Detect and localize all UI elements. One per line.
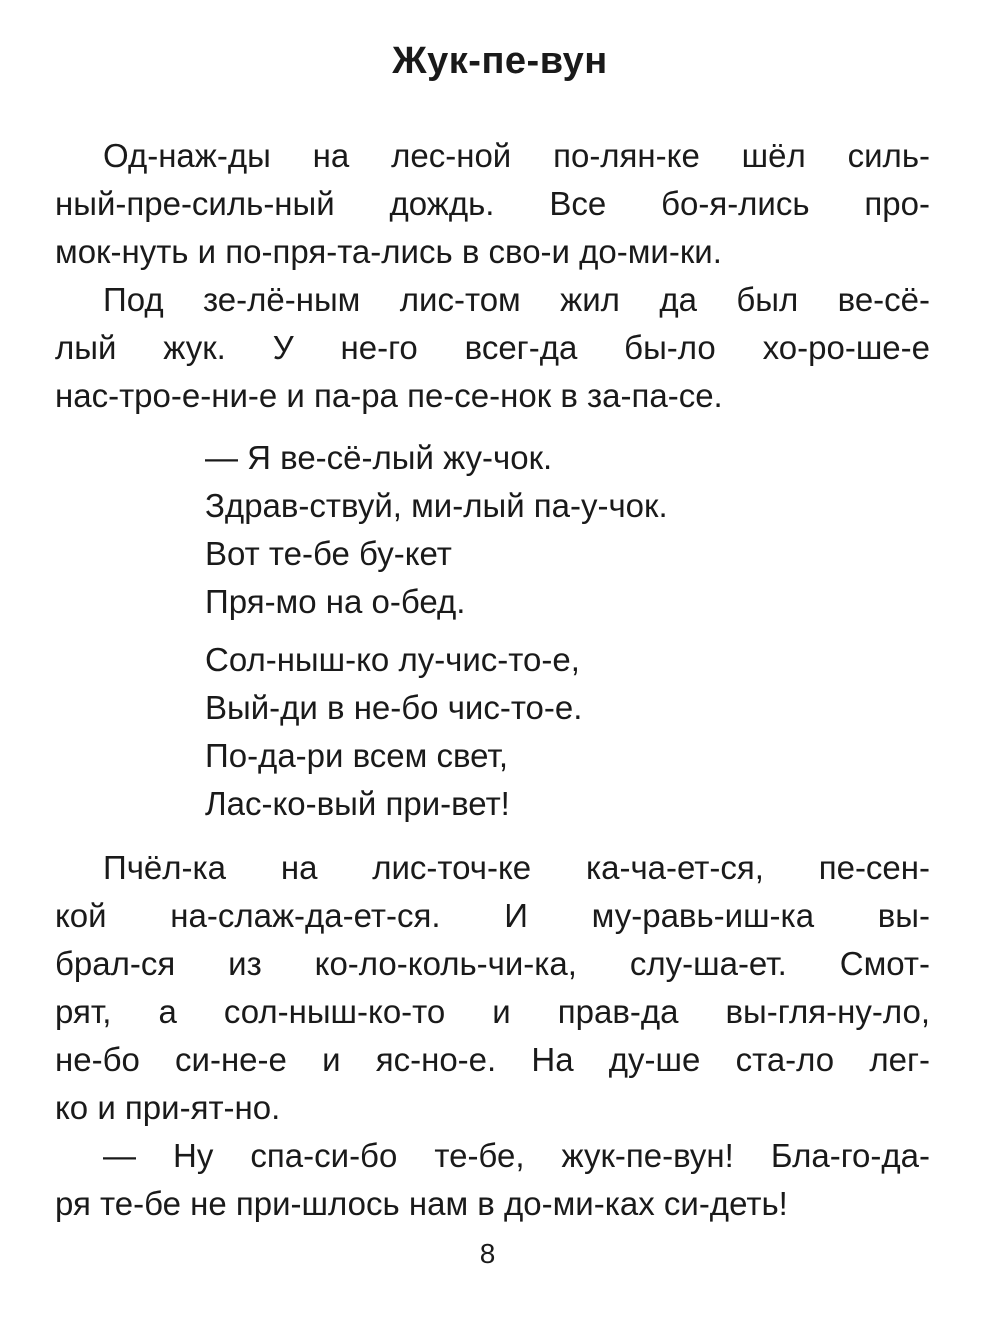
paragraph-3-line: брал-ся из ко-ло-коль-чи-ка, слу-ша-ет. Смот- — [55, 945, 930, 982]
verse-line: Здрав-ствуй, ми-лый па-у-чок. — [205, 487, 668, 524]
verse-line: Сол-ныш-ко лу-чис-то-е, — [205, 641, 580, 678]
paragraph-3 — [55, 844, 930, 1132]
story-title: Жук-пе-вун — [392, 40, 608, 82]
paragraph-3-line: ко и при-ят-но. — [55, 1089, 281, 1126]
verse-line: По-да-ри всем свет, — [205, 737, 509, 774]
paragraph-3-line: Пчёл-ка на лис-точ-ке ка-ча-ет-ся, пе-сен- — [103, 849, 930, 886]
verse-stanza-2 — [205, 636, 855, 828]
verse-line: Вот те-бе бу-кет — [205, 535, 452, 572]
paragraph-1-line: мок-нуть и по-пря-та-лись в сво-и до-ми-ки. — [55, 233, 722, 270]
paragraph-1 — [55, 132, 930, 276]
verse-line: Вый-ди в не-бо чис-то-е. — [205, 689, 583, 726]
paragraph-3-line: не-бо си-не-е и яс-но-е. На ду-ше ста-ло лег- — [55, 1041, 930, 1078]
page-number: 8 — [479, 1238, 496, 1269]
paragraph-4-line: — Ну спа-си-бо те-бе, жук-пе-вун! Бла-го-да- — [103, 1137, 930, 1174]
paragraph-2-line: лый жук. У не-го всег-да бы-ло хо-ро-ше-е — [55, 329, 930, 366]
verse-stanza-1 — [205, 434, 855, 626]
paragraph-4 — [55, 1132, 930, 1228]
paragraph-2-line: Под зе-лё-ным лис-том жил да был ве-сё- — [103, 281, 930, 318]
paragraph-3-line: рят, а сол-ныш-ко-то и прав-да вы-гля-ну-ло, — [55, 993, 930, 1030]
paragraph-3-line: кой на-слаж-да-ет-ся. И му-равь-иш-ка вы- — [55, 897, 930, 934]
paragraph-4-line: ря те-бе не при-шлось нам в до-ми-ках си-деть! — [55, 1185, 788, 1222]
verse-line: Лас-ко-вый при-вет! — [205, 785, 510, 822]
paragraph-2 — [55, 276, 930, 420]
verse-line: — Я ве-сё-лый жу-чок. — [205, 439, 553, 476]
paragraph-1-line: Од-наж-ды на лес-ной по-лян-ке шёл силь- — [103, 137, 930, 174]
paragraph-1-line: ный-пре-силь-ный дождь. Все бо-я-лись про- — [55, 185, 930, 222]
paragraph-2-line: нас-тро-е-ни-е и па-ра пе-се-нок в за-па-се. — [55, 377, 723, 414]
verse-line: Пря-мо на о-бед. — [205, 583, 466, 620]
